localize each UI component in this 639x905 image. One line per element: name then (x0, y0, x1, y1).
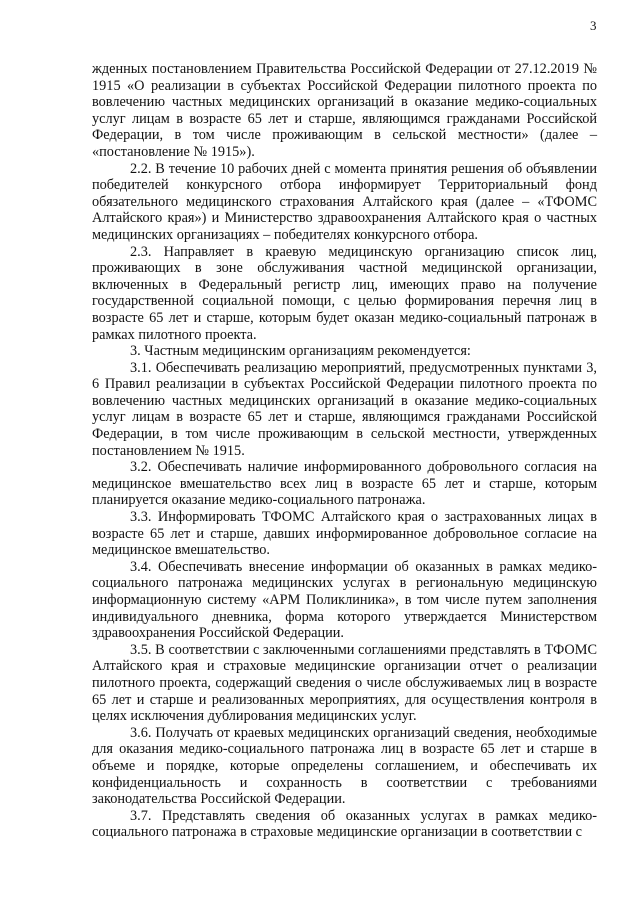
paragraph-2-3: 2.3. Направляет в краевую медицинскую организацию список лиц, проживающих в зоне обслуживания частной медицинской организации, включенных в Федеральный регистр лиц, имеющих право на получение государственной социальной помощи, с целью формирования перечня лиц в возрасте 65 лет и старше, которым будет оказан медико-социальный патронаж в рамках пилотного проекта. (92, 243, 597, 343)
paragraph-3-4: 3.4. Обеспечивать внесение информации об оказанных в рамках медико-социального патронажа медицинских услугах в региональную медицинскую информационную систему «АРМ Поликлиника», в том числе путем заполнения индивидуального дневника, форма которого утверждается Министерством здравоохранения Российской Федерации. (92, 558, 597, 642)
paragraph-continuation: жденных постановлением Правительства Российской Федерации от 27.12.2019 № 1915 «О реализации в субъектах Российской Федерации пилотного проекта по вовлечению частных медицинских организаций в оказание медико-социальных услуг лицам в возрасте 65 лет и старше, являющимся гражданами Российской Федерации, в том числе проживающим в сельской местности» (далее – «постановление № 1915»). (92, 61, 597, 160)
paragraph-3-3: 3.3. Информировать ТФОМС Алтайского края о застрахованных лицах в возрасте 65 лет и старше, давших информированное добровольное согласие на медицинское вмешательство. (92, 509, 597, 559)
page-number: 3 (590, 18, 597, 33)
paragraph-3-7: 3.7. Представлять сведения об оказанных услугах в рамках медико-социального патронажа в страховые медицинские организации в соответствии с (92, 807, 597, 841)
paragraph-3-heading: 3. Частным медицинским организациям рекомендуется: (130, 343, 471, 360)
paragraph-3-6: 3.6. Получать от краевых медицинских организаций сведения, необходимые для оказания медико-социального патронажа лиц в возрасте 65 лет и старше в объеме и порядке, которые определены соглашением, и обеспечивать их конфиденциальность и сохранность в соответствии с требованиями законодательства Российской Федерации. (92, 724, 597, 808)
paragraph-3-1: 3.1. Обеспечивать реализацию мероприятий, предусмотренных пунктами 3, 6 Правил реализации в субъектах Российской Федерации пилотного проекта по вовлечению частных медицинских организаций в оказание медико-социальных услуг лицам в возрасте 65 лет и старше, являющимся гражданами Российской Федерации, в том числе проживающим в сельской местности, утвержденных постановлением № 1915. (92, 359, 597, 459)
paragraph-3-2: 3.2. Обеспечивать наличие информированного добровольного согласия на медицинское вмешательство всех лиц в возрасте 65 лет и старше, которым планируется оказание медико-социального патронажа. (92, 459, 597, 509)
paragraph-3-5: 3.5. В соответствии с заключенными соглашениями представлять в ТФОМС Алтайского края и страховые медицинские организации отчет о реализации пилотного проекта, содержащий сведения о числе обслуживаемых лиц в возрасте 65 лет и старше и реализованных мероприятиях, для осуществления контроля в целях исключения дублирования медицинских услуг. (92, 641, 597, 725)
document-body (92, 61, 597, 841)
paragraph-2-2: 2.2. В течение 10 рабочих дней с момента принятия решения об объявлении победителей конкурсного отбора информирует Территориальный фонд обязательного медицинского страхования Алтайского края (далее – «ТФОМС Алтайского края») и Министерство здравоохранения Алтайского края о частных медицинских организациях – победителях конкурсного отбора. (92, 160, 597, 243)
